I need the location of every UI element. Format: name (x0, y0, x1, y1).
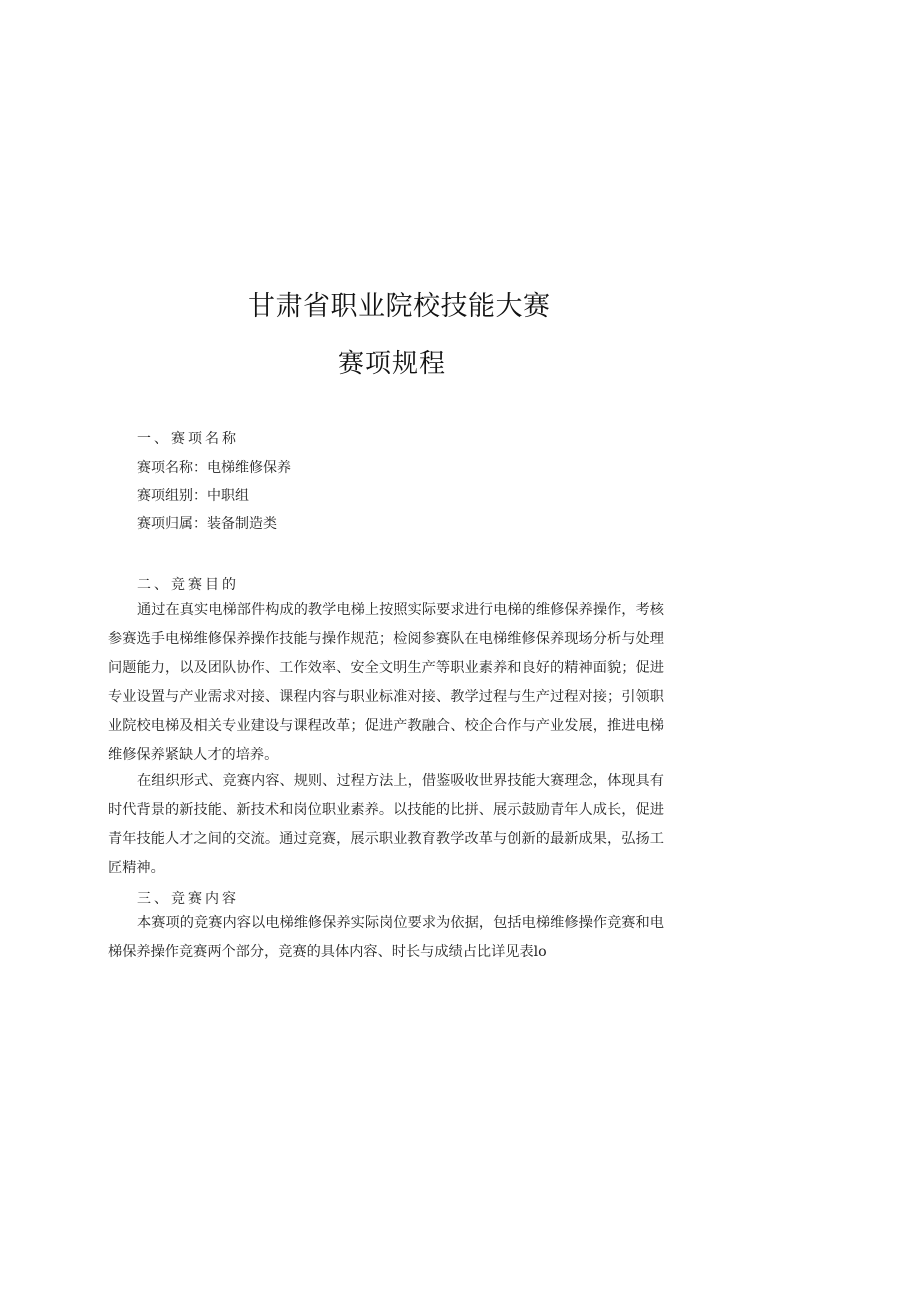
purpose-paragraph-2: 在组织形式、竞赛内容、规则、过程方法上，借鉴吸收世界技能大赛理念，体现具有时代背景的新技能、新技术和岗位职业素养。以技能的比拼、展示鼓励青年人成长，促进青年技能人才之间的交流。通过竞赛，展示职业教育教学改革与创新的最新成果，弘扬工匠精神。 (108, 773, 664, 876)
section-heading-name: 一、赛项名称 (137, 431, 239, 447)
event-category-line: 赛项归属：装备制造类 (137, 516, 277, 532)
document-title: 甘肃省职业院校技能大赛 (248, 291, 551, 322)
document-subtitle: 赛项规程 (338, 349, 447, 379)
event-group-line: 赛项组别：中职组 (137, 488, 249, 504)
purpose-paragraph-1: 通过在真实电梯部件构成的教学电梯上按照实际要求进行电梯的维修保养操作，考核参赛选手电梯维修保养操作技能与操作规范；检阅参赛队在电梯维修保养现场分析与处理问题能力，以及团队协作、工作效率、安全文明生产等职业素养和良好的精神面貌；促进专业设置与产业需求对接、课程内容与职业标准对接、教学过程与生产过程对接；引领职业院校电梯及相关专业建设与课程改革；促进产教融合、校企合作与产业发展，推进电梯维修保养紧缺人才的培养。 (108, 602, 664, 763)
section-heading-purpose: 二、竞赛目的 (137, 577, 239, 593)
event-name-line: 赛项名称：电梯维修保养 (137, 460, 291, 476)
section-heading-content: 三、竞赛内容 (137, 891, 239, 907)
content-paragraph-1: 本赛项的竞赛内容以电梯维修保养实际岗位要求为依据，包括电梯维修操作竞赛和电梯保养操作竞赛两个部分，竞赛的具体内容、时长与成绩占比详见表lo (108, 915, 664, 960)
